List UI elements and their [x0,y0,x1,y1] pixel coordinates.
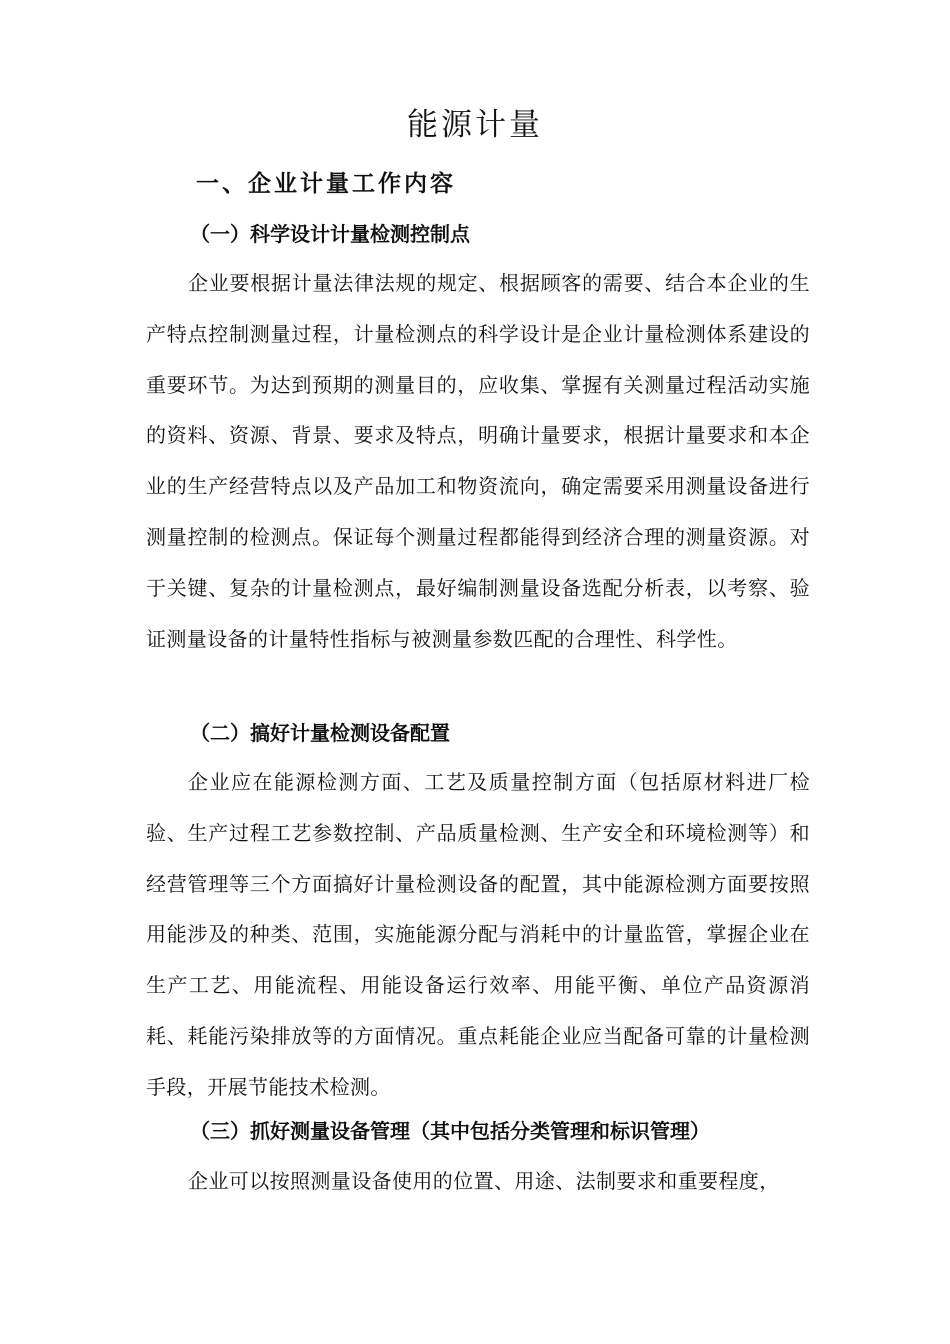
subheading-1: （一）科学设计计量检测控制点 [190,222,470,246]
subheading-3: （三）抓好测量设备管理（其中包括分类管理和标识管理） [190,1119,710,1143]
paragraph-3: 企业可以按照测量设备使用的位置、用途、法制要求和重要程度， [188,1169,780,1193]
section-heading: 一、企业计量工作内容 [196,170,456,197]
paragraph-2: 企业应在能源检测方面、工艺及质量控制方面（包括原材料进厂检验、生产过程工艺参数控制、产品质量检测、生产安全和环境检测等）和经营管理等三个方面搞好计量检测设备的配置，其中能源检测方面要按照用能涉及的种类、范围，实施能源分配与消耗中的计量监管，掌握企业在生产工艺、用能流程、用能设备运行效率、用能平衡、单位产品资源消耗、耗能污染排放等的方面情况。重点耗能企业应当配备可靠的计量检测手段，开展节能技术检测。 [146,770,810,1099]
document-title: 能源计量 [407,107,543,143]
paragraph-1: 企业要根据计量法律法规的规定、根据顾客的需要、结合本企业的生产特点控制测量过程，计量检测点的科学设计是企业计量检测体系建设的重要环节。为达到预期的测量目的，应收集、掌握有关测量过程活动实施的资料、资源、背景、要求及特点，明确计量要求，根据计量要求和本企业的生产经营特点以及产品加工和物资流向，确定需要采用测量设备进行测量控制的检测点。保证每个测量过程都能得到经济合理的测量资源。对于关键、复杂的计量检测点，最好编制测量设备选配分析表，以考察、验证测量设备的计量特性指标与被测量参数匹配的合理性、科学性。 [146,271,810,651]
subheading-2: （二）搞好计量检测设备配置 [190,721,450,745]
